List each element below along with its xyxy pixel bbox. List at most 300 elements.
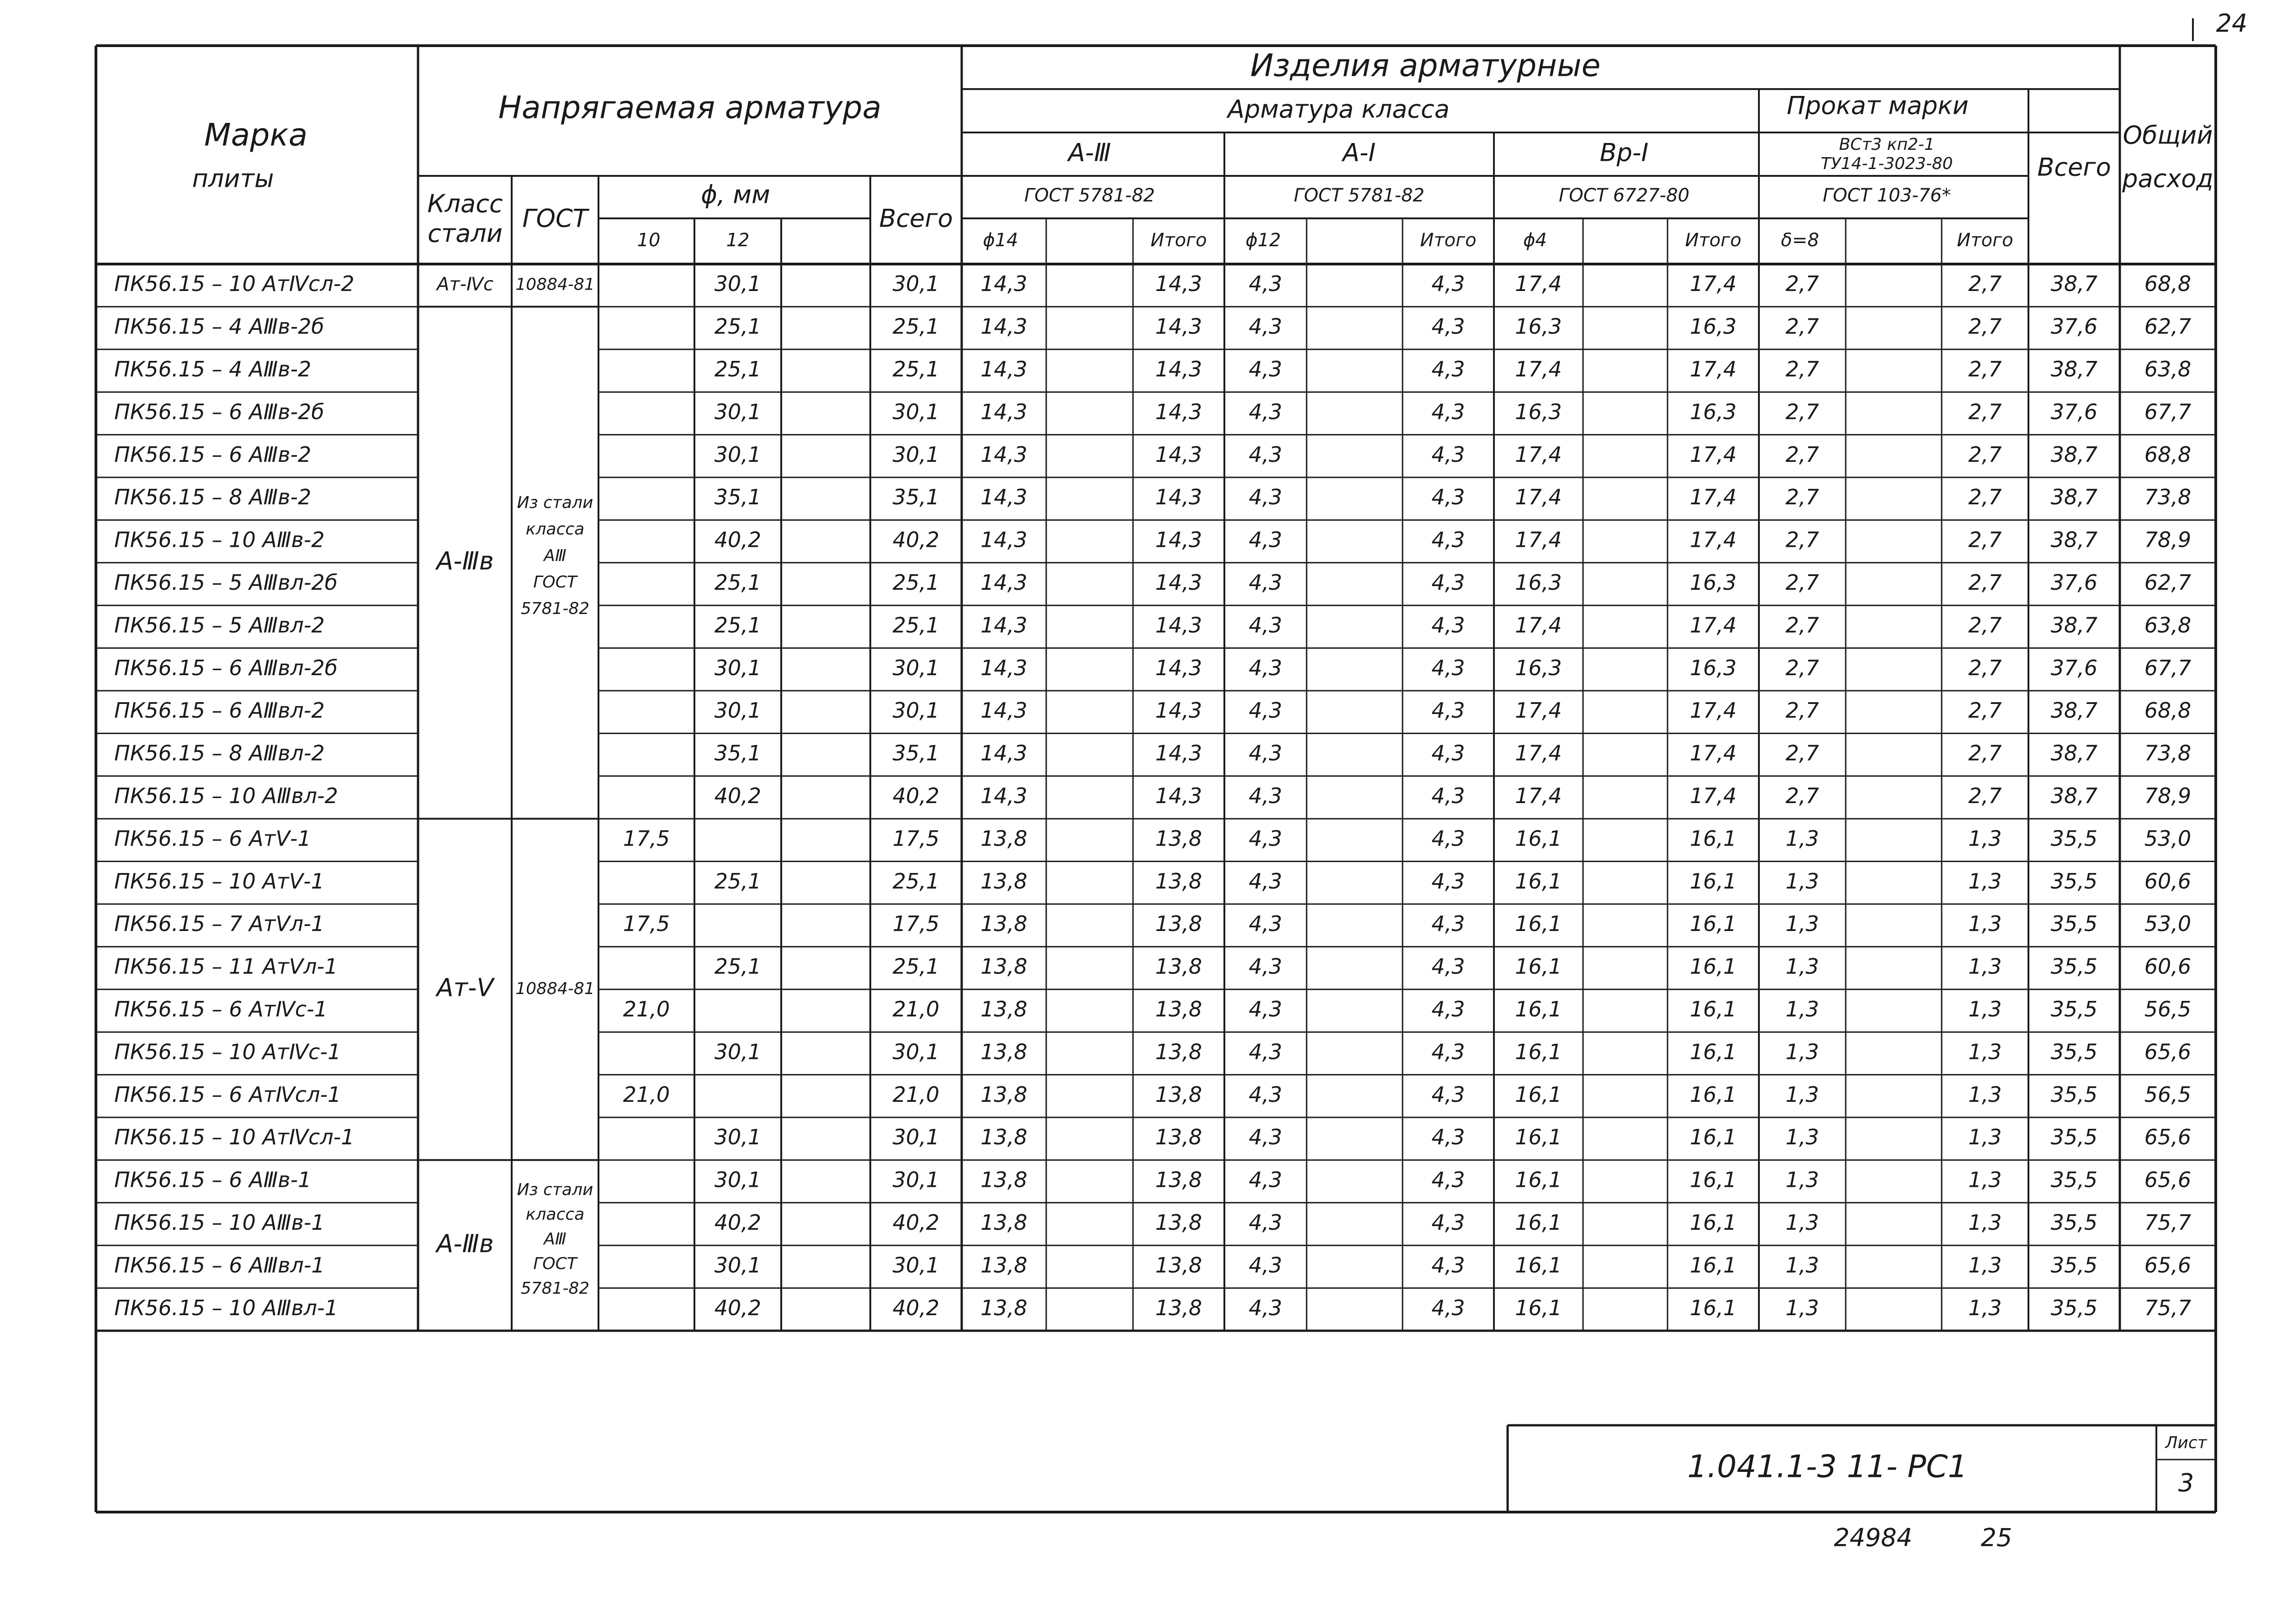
row-value: 38,7 (2050, 271, 2098, 296)
row-value: 17,4 (1515, 442, 1562, 467)
group-gost-line: АⅢ (544, 1230, 567, 1249)
row-value: 25,1 (892, 357, 940, 381)
row-value: 2,7 (1785, 655, 1819, 680)
row-value: 30,1 (714, 655, 762, 680)
row-value: 30,1 (892, 1167, 940, 1192)
row-value: 1,3 (1968, 826, 2002, 851)
row-value: 17,5 (892, 911, 940, 936)
group-gost: 10884-81 (515, 979, 595, 998)
row-value: 13,8 (980, 954, 1027, 979)
row-value: 40,2 (714, 1210, 762, 1235)
row-value: 4,3 (1249, 613, 1282, 638)
group-gost-line: ГОСТ (533, 1254, 577, 1274)
row-value: 25,1 (714, 868, 762, 894)
row-value: 1,3 (1968, 1082, 2002, 1107)
row-value: 14,3 (980, 485, 1027, 510)
row-value: 1,3 (1785, 1082, 1819, 1107)
row-value: 17,4 (1689, 613, 1737, 638)
row-value: 37,6 (2050, 314, 2098, 339)
row-value: 16,1 (1515, 1295, 1562, 1320)
row-value: 2,7 (1785, 271, 1819, 296)
row-value: 14,3 (980, 527, 1027, 552)
row-value: 14,3 (1155, 613, 1202, 638)
row-marka: ПК56.15 – 10 АⅢвл-2 (114, 783, 338, 808)
row-value: 2,7 (1785, 783, 1819, 808)
row-value: 30,1 (714, 1125, 762, 1150)
row-value: 17,4 (1515, 613, 1562, 638)
row-value: 13,8 (980, 1167, 1027, 1192)
row-value: 35,5 (2050, 997, 2098, 1021)
row-value: 30,1 (714, 1039, 762, 1064)
row-value: 17,4 (1515, 271, 1562, 296)
row-value: 56,5 (2144, 997, 2192, 1021)
row-value: 16,1 (1689, 997, 1737, 1021)
group-gost-line: АⅢ (544, 546, 567, 565)
row-value: 17,4 (1689, 741, 1737, 766)
header-vr1: Вр-Ⅰ (1599, 138, 1649, 167)
row-marka: ПК56.15 – 6 АⅢвл-2 (114, 698, 325, 723)
row-marka: ПК56.15 – 10 АⅢв-2 (114, 527, 325, 552)
row-value: 1,3 (1968, 1167, 2002, 1192)
header-vsego: Всего (879, 204, 953, 233)
row-value: 37,6 (2050, 655, 2098, 680)
row-value: 17,5 (623, 911, 670, 936)
row-value: 17,4 (1689, 485, 1737, 510)
row-marka: ПК56.15 – 5 АⅢвл-2б (114, 570, 338, 595)
row-value: 38,7 (2050, 783, 2098, 808)
row-value: 21,0 (623, 997, 670, 1021)
row-value: 16,3 (1689, 399, 1737, 424)
group-gost-line: 5781-82 (520, 599, 590, 618)
row-value: 4,3 (1249, 741, 1282, 766)
row-value: 2,7 (1785, 357, 1819, 381)
stamp-sheet-no: 3 (2178, 1468, 2194, 1497)
row-value: 17,4 (1689, 357, 1737, 381)
row-value: 14,3 (980, 698, 1027, 723)
row-value: 40,2 (714, 527, 762, 552)
row-value: 16,1 (1689, 1167, 1737, 1192)
group-gost-line: Из стали (517, 1180, 593, 1200)
row-value: 13,8 (1155, 826, 1202, 851)
header-napryag: Напрягаемая арматура (498, 90, 882, 126)
row-value: 16,3 (1515, 399, 1562, 424)
header-d10: 10 (637, 230, 661, 251)
row-value: 2,7 (1785, 399, 1819, 424)
row-value: 4,3 (1431, 1210, 1465, 1235)
row-value: 2,7 (1968, 485, 2002, 510)
row-value: 1,3 (1785, 954, 1819, 979)
row-value: 21,0 (892, 1082, 940, 1107)
group-gost-line: класса (525, 1205, 585, 1224)
row-value: 38,7 (2050, 442, 2098, 467)
row-value: 25,1 (892, 570, 940, 595)
stamp-format: 25 (1980, 1523, 2012, 1552)
row-value: 14,3 (1155, 570, 1202, 595)
row-marka: ПК56.15 – 6 АⅢв-2 (114, 442, 312, 467)
row-value: 1,3 (1785, 911, 1819, 936)
row-value: 35,1 (892, 741, 940, 766)
header-itogo: Итого (1420, 230, 1477, 251)
header-armatura-klassa: Арматура класса (1228, 95, 1450, 124)
row-value: 75,7 (2144, 1210, 2192, 1235)
stamp-inv: 24984 (1834, 1523, 1912, 1552)
row-value: 14,3 (1155, 527, 1202, 552)
row-value: 4,3 (1431, 442, 1465, 467)
row-value: 35,5 (2050, 911, 2098, 936)
row-value: 37,6 (2050, 399, 2098, 424)
row-marka: ПК56.15 – 6 АⅢвл-1 (114, 1253, 325, 1278)
row-value: 17,4 (1515, 698, 1562, 723)
row-value: 35,5 (2050, 826, 2098, 851)
row-value: 2,7 (1785, 741, 1819, 766)
row-value: 30,1 (892, 655, 940, 680)
row-value: 35,5 (2050, 1167, 2098, 1192)
row-value: 63,8 (2144, 613, 2192, 638)
row-value: 14,3 (980, 399, 1027, 424)
row-value: 1,3 (1785, 1295, 1819, 1320)
row-value: 67,7 (2144, 399, 2192, 424)
row-value: 16,1 (1689, 1253, 1737, 1278)
row-value: 13,8 (980, 826, 1027, 851)
row-marka: ПК56.15 – 10 АтⅣсл-2 (114, 271, 355, 296)
row-value: 17,4 (1515, 357, 1562, 381)
row-value: 13,8 (1155, 1125, 1202, 1150)
row-value: 4,3 (1431, 527, 1465, 552)
row-value: 30,1 (892, 442, 940, 467)
header-gost-a1: ГОСТ 5781-82 (1294, 185, 1424, 206)
row-value: 4,3 (1431, 954, 1465, 979)
row-value: 60,6 (2144, 868, 2192, 894)
row-value: 1,3 (1785, 997, 1819, 1021)
row-value: 4,3 (1431, 399, 1465, 424)
row-value: 4,3 (1249, 997, 1282, 1021)
row-value: 17,4 (1689, 442, 1737, 467)
row-value: 4,3 (1431, 1167, 1465, 1192)
row-value: 16,1 (1515, 826, 1562, 851)
row-marka: ПК56.15 – 5 АⅢвл-2 (114, 613, 325, 638)
row-value: 4,3 (1431, 485, 1465, 510)
row-value: 1,3 (1785, 1167, 1819, 1192)
stamp-code: 1.041.1-3 11- РС1 (1687, 1449, 1968, 1485)
row-marka: ПК56.15 – 6 АⅢвл-2б (114, 655, 338, 680)
row-value: 17,4 (1515, 783, 1562, 808)
row-value: 38,7 (2050, 485, 2098, 510)
row-value: 4,3 (1431, 911, 1465, 936)
header-d12: 12 (726, 230, 750, 251)
row-value: 35,5 (2050, 1125, 2098, 1150)
row-value: 53,0 (2144, 826, 2192, 851)
row-value: 2,7 (1968, 357, 2002, 381)
row-marka: ПК56.15 – 10 АⅢвл-1 (114, 1295, 338, 1320)
row-value: 16,1 (1515, 1210, 1562, 1235)
row-value: 30,1 (892, 399, 940, 424)
row-value: 2,7 (1968, 783, 2002, 808)
row-value: 13,8 (1155, 997, 1202, 1021)
row-value: 30,1 (714, 399, 762, 424)
row-value: 17,5 (892, 826, 940, 851)
header-gost-vr1: ГОСТ 6727-80 (1559, 185, 1689, 206)
row-value: 78,9 (2144, 783, 2192, 808)
row-value: 2,7 (1785, 698, 1819, 723)
group-klass: А-Ⅲв (436, 1229, 494, 1258)
row-value: 30,1 (714, 271, 762, 296)
row-value: 60,6 (2144, 954, 2192, 979)
row-value: 16,1 (1515, 1125, 1562, 1150)
row-value: 2,7 (1785, 442, 1819, 467)
row-value: 4,3 (1249, 357, 1282, 381)
row-value: 14,3 (1155, 314, 1202, 339)
row-value: 35,5 (2050, 1210, 2098, 1235)
row-value: 56,5 (2144, 1082, 2192, 1107)
row-marka: ПК56.15 – 10 АтⅣсл-1 (114, 1125, 355, 1150)
row-value: 4,3 (1249, 485, 1282, 510)
row-value: 25,1 (714, 570, 762, 595)
row-value: 13,8 (1155, 911, 1202, 936)
row-value: 2,7 (1968, 741, 2002, 766)
row-value: 25,1 (714, 954, 762, 979)
header-phi-mm: ϕ, мм (701, 180, 770, 209)
row-marka: ПК56.15 – 8 АⅢв-2 (114, 485, 312, 510)
row-value: 16,1 (1515, 1039, 1562, 1064)
row-value: 17,4 (1515, 485, 1562, 510)
row-value: 16,1 (1689, 826, 1737, 851)
row-marka: ПК56.15 – 6 АⅢв-1 (114, 1167, 312, 1192)
header-phi12: ϕ12 (1245, 230, 1281, 251)
row-marka: ПК56.15 – 4 АⅢв-2б (114, 314, 324, 339)
row-value: 78,9 (2144, 527, 2192, 552)
row-value: 2,7 (1968, 613, 2002, 638)
row-value: 14,3 (1155, 698, 1202, 723)
row-value: 14,3 (1155, 741, 1202, 766)
row-value: 25,1 (714, 613, 762, 638)
row-value: 73,8 (2144, 485, 2192, 510)
row-value: 4,3 (1431, 741, 1465, 766)
row-value: 2,7 (1968, 271, 2002, 296)
row-value: 4,3 (1431, 826, 1465, 851)
row-value: 1,3 (1785, 1253, 1819, 1278)
row-value: 13,8 (1155, 868, 1202, 894)
row-value: 4,3 (1249, 399, 1282, 424)
row-value: 4,3 (1249, 442, 1282, 467)
row-value: 35,5 (2050, 954, 2098, 979)
header-delta8: δ=8 (1781, 230, 1819, 251)
row-value: 4,3 (1431, 570, 1465, 595)
row-value: 14,3 (1155, 485, 1202, 510)
row-value: 2,7 (1785, 570, 1819, 595)
header-plity: плиты (192, 164, 274, 193)
row-value: 25,1 (714, 314, 762, 339)
row-value: 14,3 (980, 741, 1027, 766)
row-value: 25,1 (892, 954, 940, 979)
row-value: 1,3 (1968, 868, 2002, 894)
row-value: 35,1 (714, 485, 762, 510)
row-value: 38,7 (2050, 613, 2098, 638)
row-value: 4,3 (1249, 314, 1282, 339)
header-gost-prokat: ГОСТ 103-76* (1822, 185, 1951, 206)
row-value: 16,1 (1515, 868, 1562, 894)
row-value: 1,3 (1968, 1125, 2002, 1150)
row-value: 62,7 (2144, 314, 2192, 339)
row-value: 4,3 (1249, 1039, 1282, 1064)
row-value: 16,3 (1689, 314, 1737, 339)
row-value: 1,3 (1968, 911, 2002, 936)
row-value: 1,3 (1785, 1039, 1819, 1064)
row-value: 1,3 (1968, 1210, 2002, 1235)
row-value: 4,3 (1249, 954, 1282, 979)
row-value: 2,7 (1968, 314, 2002, 339)
header-a1: А-Ⅰ (1342, 138, 1376, 167)
row-value: 13,8 (1155, 1167, 1202, 1192)
row-value: 16,3 (1689, 655, 1737, 680)
group-gost-line: ГОСТ (533, 572, 577, 592)
row-value: 14,3 (980, 271, 1027, 296)
row-value: 1,3 (1968, 954, 2002, 979)
row-value: 68,8 (2144, 271, 2192, 296)
row-value: 30,1 (714, 698, 762, 723)
row-value: 4,3 (1431, 783, 1465, 808)
group-gost-line: 5781-82 (520, 1279, 590, 1298)
row-value: 21,0 (892, 997, 940, 1021)
row-value: 16,1 (1689, 911, 1737, 936)
row-value: 38,7 (2050, 357, 2098, 381)
row-value: 73,8 (2144, 741, 2192, 766)
page-number: 24 (2216, 9, 2248, 38)
row-value: 14,3 (1155, 271, 1202, 296)
row-value: 14,3 (980, 783, 1027, 808)
row-value: 30,1 (892, 698, 940, 723)
row-value: 1,3 (1785, 868, 1819, 894)
row-value: 25,1 (892, 868, 940, 894)
row-value: 40,2 (714, 1295, 762, 1320)
row-value: 13,8 (980, 1253, 1027, 1278)
row-value: 2,7 (1785, 485, 1819, 510)
row-value: 4,3 (1431, 655, 1465, 680)
row-value: 65,6 (2144, 1167, 2192, 1192)
header-vsego-2: Всего (2037, 153, 2111, 182)
row-marka: ПК56.15 – 8 АⅢвл-2 (114, 741, 325, 766)
header-a3: А-Ⅲ (1068, 138, 1111, 167)
row-value: 4,3 (1249, 698, 1282, 723)
header-phi14: ϕ14 (983, 230, 1018, 251)
row-value: 4,3 (1431, 997, 1465, 1021)
row-value: 14,3 (980, 442, 1027, 467)
row-value: 4,3 (1431, 868, 1465, 894)
row-value: 35,5 (2050, 1039, 2098, 1064)
row-value: 1,3 (1968, 1039, 2002, 1064)
row-value: 4,3 (1431, 1253, 1465, 1278)
row-value: 35,1 (714, 741, 762, 766)
row-marka: ПК56.15 – 10 АтⅤ-1 (114, 868, 324, 894)
row-value: 68,8 (2144, 442, 2192, 467)
header-klass: Класс (427, 189, 503, 218)
row-value: 1,3 (1968, 997, 2002, 1021)
row-value: 13,8 (1155, 1039, 1202, 1064)
row-value: 4,3 (1431, 357, 1465, 381)
row-value: 4,3 (1249, 570, 1282, 595)
row-value: 4,3 (1249, 1125, 1282, 1150)
row-value: 35,5 (2050, 1295, 2098, 1320)
row-value: 35,5 (2050, 1082, 2098, 1107)
row-value: 30,1 (892, 1253, 940, 1278)
row-marka: ПК56.15 – 7 АтⅤл-1 (114, 911, 325, 936)
row-value: 2,7 (1785, 613, 1819, 638)
row-value: 13,8 (980, 868, 1027, 894)
row-value: 4,3 (1431, 613, 1465, 638)
row-value: 2,7 (1968, 570, 2002, 595)
row-value: 13,8 (980, 1082, 1027, 1107)
row-value: 16,1 (1515, 954, 1562, 979)
row-value: 2,7 (1968, 527, 2002, 552)
row-value: 4,3 (1431, 271, 1465, 296)
row-value: 14,3 (980, 613, 1027, 638)
row-value: 16,1 (1689, 1039, 1737, 1064)
header-itogo: Итого (1957, 230, 2013, 251)
row-value: 4,3 (1249, 527, 1282, 552)
header-itogo: Итого (1150, 230, 1207, 251)
row-value: 17,4 (1689, 698, 1737, 723)
row-marka: ПК56.15 – 6 АтⅤ-1 (114, 826, 311, 851)
row-value: 13,8 (1155, 1295, 1202, 1320)
row-value: 14,3 (980, 357, 1027, 381)
row-value: 14,3 (1155, 655, 1202, 680)
row-value: 14,3 (980, 314, 1027, 339)
row-value: 67,7 (2144, 655, 2192, 680)
row-value: 13,8 (1155, 1210, 1202, 1235)
row-value: 14,3 (1155, 357, 1202, 381)
header-prokat: Прокат марки (1786, 91, 1969, 120)
row-value: 63,8 (2144, 357, 2192, 381)
row-value: 17,4 (1689, 527, 1737, 552)
row-value: 16,1 (1689, 868, 1737, 894)
row-value: 13,8 (980, 911, 1027, 936)
row-value: 16,1 (1689, 1295, 1737, 1320)
row-value: 30,1 (892, 1125, 940, 1150)
row-value: 38,7 (2050, 527, 2098, 552)
row-value: 30,1 (892, 1039, 940, 1064)
row-marka: ПК56.15 – 10 АтⅣс-1 (114, 1039, 341, 1064)
row-value: 75,7 (2144, 1295, 2192, 1320)
row-value: 17,4 (1689, 271, 1737, 296)
row-value: 16,3 (1515, 655, 1562, 680)
row-value: 4,3 (1249, 655, 1282, 680)
row-value: 4,3 (1431, 314, 1465, 339)
row-value: 16,1 (1515, 1253, 1562, 1278)
row-value: 14,3 (1155, 783, 1202, 808)
row-value: 4,3 (1249, 1082, 1282, 1107)
row-value: 14,3 (980, 655, 1027, 680)
row-value: 16,1 (1515, 911, 1562, 936)
row-value: 1,3 (1785, 1210, 1819, 1235)
row-value: 30,1 (892, 271, 940, 296)
group-gost-line: Из стали (517, 493, 593, 512)
row-value: 37,6 (2050, 570, 2098, 595)
row-value: 21,0 (623, 1082, 670, 1107)
row-value: 2,7 (1968, 698, 2002, 723)
row-value: 17,4 (1515, 527, 1562, 552)
row-value: 14,3 (1155, 442, 1202, 467)
row-marka: ПК56.15 – 11 АтⅤл-1 (114, 954, 338, 979)
row-value: 38,7 (2050, 741, 2098, 766)
row-value: 30,1 (714, 442, 762, 467)
row-value: 1,3 (1968, 1253, 2002, 1278)
row-value: 1,3 (1968, 1295, 2002, 1320)
row-marka: ПК56.15 – 6 АтⅣс-1 (114, 997, 328, 1021)
row-value: 13,8 (980, 1125, 1027, 1150)
row-value: 4,3 (1431, 1039, 1465, 1064)
row-value: 16,1 (1515, 1167, 1562, 1192)
row-value: 13,8 (980, 1210, 1027, 1235)
row-value: 4,3 (1431, 1295, 1465, 1320)
